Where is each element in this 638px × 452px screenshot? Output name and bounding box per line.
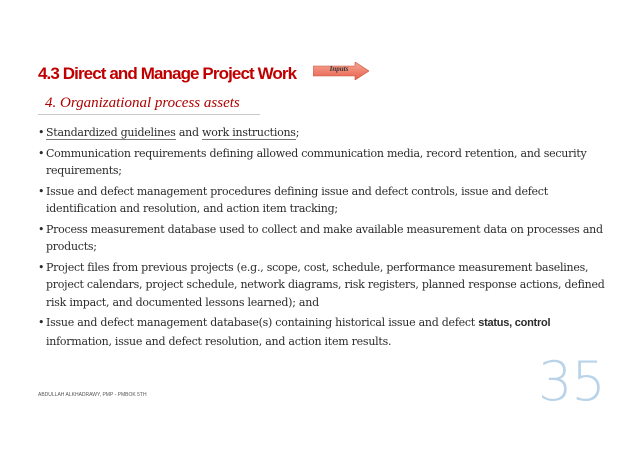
bullet-marker: •	[38, 316, 45, 329]
bullet-item	[38, 124, 613, 142]
subtitle-divider	[38, 114, 260, 115]
bullet-text: Issue and defect management procedures defining issue and defect controls, issue and defect identification and resolution, and action item tracking;	[46, 184, 548, 215]
bullet-item	[38, 259, 613, 312]
bullet-marker: •	[38, 126, 45, 139]
bullet-marker: •	[38, 260, 45, 274]
page-number: 35	[538, 350, 605, 413]
bullet-text: status, control	[478, 317, 551, 329]
bullet-marker: •	[38, 184, 45, 198]
bullet-text: ;	[295, 126, 300, 139]
bullet-item	[38, 314, 613, 350]
bullet-text: Standardized guidelines	[46, 126, 176, 139]
bullet-text: work instructions	[202, 126, 296, 139]
bullet-text: information, issue and defect resolution, and action item results.	[46, 334, 392, 348]
bullet-item	[38, 183, 613, 218]
bullet-text: Issue and defect management database(s) containing historical issue and defect	[46, 316, 479, 329]
bullet-text: Communication requirements defining allowed communication media, record retention, and security requirements;	[46, 146, 587, 177]
inputs-arrow-shape	[313, 62, 369, 80]
bullet-text: and	[175, 126, 203, 139]
footer-credit: ABDULLAH ALKHADRAWY, PMP - PMBOK 5TH	[38, 392, 147, 398]
section-subtitle: 4. Organizational process assets	[45, 95, 240, 111]
bullet-list	[38, 124, 613, 353]
bullet-marker: •	[38, 222, 45, 236]
bullet-text: Process measurement database used to collect and make available measurement data on processes and products;	[46, 222, 603, 253]
bullet-item	[38, 221, 613, 256]
bullet-text: Project files from previous projects (e.g., scope, cost, schedule, performance measurement baselines, project calendars, project schedule, network diagrams, risk registers, planned response actions, defined risk impact, and documented lessons learned); and	[46, 260, 605, 309]
bullet-marker: •	[38, 146, 45, 160]
slide-title: 4.3 Direct and Manage Project Work	[38, 64, 297, 83]
inputs-label: Inputs	[329, 65, 349, 73]
bullet-item	[38, 145, 613, 180]
